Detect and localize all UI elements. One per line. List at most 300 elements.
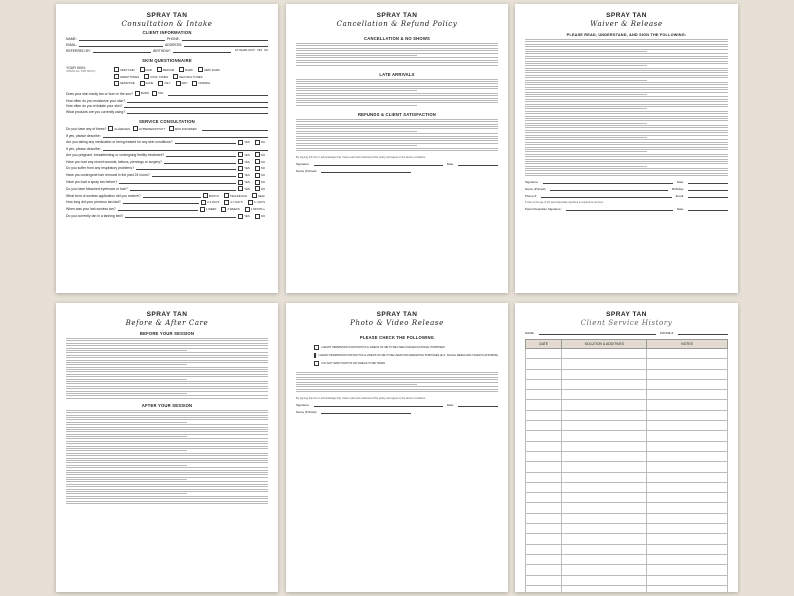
text-line: [66, 343, 268, 344]
text-line: [66, 479, 187, 480]
checkbox[interactable]: [255, 166, 260, 171]
checkbox-option[interactable]: [176, 81, 188, 86]
answer-field[interactable]: [136, 166, 236, 170]
yes-no-row: [66, 214, 268, 219]
checkbox[interactable]: [157, 67, 162, 72]
question: How often do you exfoliate your skin?: [66, 104, 123, 109]
text-line: [66, 441, 268, 442]
text-line: [66, 417, 268, 418]
name-field[interactable]: [550, 187, 668, 191]
checkbox[interactable]: [248, 200, 253, 205]
table-cell[interactable]: [562, 390, 647, 400]
checkbox-option[interactable]: [203, 193, 219, 198]
answer-field[interactable]: [127, 110, 268, 114]
checkbox-option[interactable]: [238, 140, 250, 145]
table-cell[interactable]: [562, 462, 647, 472]
checkbox-option[interactable]: [255, 159, 265, 164]
table-cell[interactable]: [562, 431, 647, 441]
question: Do you suffer from any respiratory problems?: [66, 166, 134, 171]
checkbox[interactable]: [224, 200, 229, 205]
text-field[interactable]: [93, 49, 151, 53]
text-line: [525, 99, 728, 100]
checkbox[interactable]: [238, 159, 243, 164]
permission-label: I GRANT PERMISSION FOR PHOTOS & VIDEOS OF ME TO BE USED FOR EDUCATIONAL PURPOSES: [321, 346, 445, 349]
text-line: [66, 455, 268, 456]
text-line: [66, 472, 268, 473]
text-line: [525, 46, 728, 47]
text-line: [66, 412, 268, 413]
checkbox[interactable]: [158, 81, 163, 86]
table-cell[interactable]: [562, 421, 647, 431]
table-cell[interactable]: [562, 554, 647, 564]
table-cell[interactable]: [526, 431, 562, 441]
question-row: [66, 104, 268, 108]
text-field[interactable]: [184, 43, 268, 47]
age-option-label: NO: [264, 49, 269, 53]
checkbox[interactable]: [192, 81, 197, 86]
text-line: [66, 496, 268, 497]
text-line: [296, 43, 498, 44]
checkbox-option[interactable]: [157, 67, 174, 72]
checkbox-label: NEUTRAL TONES: [179, 74, 203, 79]
text-line: [66, 391, 268, 392]
checkbox[interactable]: [238, 186, 243, 191]
table-cell[interactable]: [562, 379, 647, 389]
table-cell[interactable]: [526, 534, 562, 544]
table-cell[interactable]: [647, 462, 728, 472]
table-cell[interactable]: [526, 462, 562, 472]
table-cell[interactable]: [526, 503, 562, 513]
guardian-field[interactable]: [566, 207, 673, 211]
text-line: [66, 484, 268, 485]
checkbox-option[interactable]: [255, 173, 265, 178]
table-cell[interactable]: [647, 390, 728, 400]
table-cell[interactable]: [562, 513, 647, 523]
table-cell[interactable]: [526, 554, 562, 564]
table-cell[interactable]: [647, 575, 728, 585]
checkbox[interactable]: [314, 361, 319, 366]
date-field[interactable]: [458, 162, 498, 166]
checkbox-option[interactable]: [192, 81, 210, 86]
checkbox-option[interactable]: [255, 214, 265, 219]
checkbox[interactable]: [144, 74, 149, 79]
table-cell[interactable]: [647, 482, 728, 492]
text-line: [296, 79, 498, 80]
answer-field[interactable]: [164, 160, 236, 164]
table-cell[interactable]: [647, 400, 728, 410]
question: Have you had any recent wounds, tattoos, piercings or surgery?: [66, 159, 162, 164]
text-line: [525, 89, 728, 90]
checkbox[interactable]: [114, 74, 119, 79]
text-line: [66, 503, 268, 504]
text-line: [66, 467, 268, 468]
checkbox-option[interactable]: [179, 67, 193, 72]
table-cell[interactable]: [526, 369, 562, 379]
question: How long did your previous tan last?: [66, 200, 121, 205]
text-line: [525, 151, 647, 152]
text-line: [296, 55, 417, 56]
text-line: [66, 374, 268, 375]
table-cell[interactable]: [526, 513, 562, 523]
checkbox-label: 2 WEEKS: [227, 207, 240, 212]
question-row: [66, 147, 268, 151]
text-line: [296, 145, 417, 146]
phone-field[interactable]: [541, 194, 672, 198]
email-field[interactable]: [688, 194, 728, 198]
question: Do you have any of these?: [66, 127, 107, 132]
text-line: [296, 48, 498, 49]
text-line: [296, 128, 498, 129]
text-line: [525, 116, 728, 117]
question: Do you have bleached eyebrows or hair?: [66, 186, 128, 191]
checkbox[interactable]: [200, 207, 205, 212]
table-cell[interactable]: [526, 524, 562, 534]
checkbox-option[interactable]: [140, 67, 152, 72]
signature-field[interactable]: [314, 403, 443, 407]
table-cell[interactable]: [562, 359, 647, 369]
checkbox-option[interactable]: [114, 67, 135, 72]
answer-field[interactable]: [143, 194, 201, 198]
checkbox-option[interactable]: [173, 74, 202, 79]
checkbox-option[interactable]: [158, 81, 170, 86]
answer-field[interactable]: [152, 173, 236, 177]
table-cell[interactable]: [526, 585, 562, 592]
checkbox-option[interactable]: [224, 193, 247, 198]
checkbox[interactable]: [140, 81, 145, 86]
table-cell[interactable]: [647, 565, 728, 575]
name-label: NAME:: [525, 331, 535, 335]
question-row: [66, 140, 268, 145]
answer-field[interactable]: [130, 187, 237, 191]
checkbox-option[interactable]: [238, 159, 250, 164]
text-line: [66, 453, 268, 454]
text-field[interactable]: [182, 37, 268, 41]
answer-field[interactable]: [166, 153, 236, 157]
section-heading: SERVICE CONSULTATION: [139, 119, 195, 125]
text-line: [525, 104, 728, 105]
checkbox[interactable]: [252, 193, 257, 198]
checkbox[interactable]: [201, 200, 206, 205]
checkbox-label: YES: [244, 140, 250, 145]
checkbox[interactable]: [135, 91, 140, 96]
checkbox-option[interactable]: [198, 67, 220, 72]
text-line: [66, 345, 268, 346]
checkbox-option[interactable]: [255, 152, 265, 157]
table-cell[interactable]: [526, 544, 562, 554]
answer-field[interactable]: [175, 140, 237, 144]
table-cell[interactable]: [647, 349, 728, 359]
checkbox-label: YES: [244, 152, 250, 157]
checkbox-label: OILY: [164, 81, 171, 86]
table-cell[interactable]: [647, 410, 728, 420]
skin-sub: (CHECK ALL THAT APPLY): [66, 69, 96, 73]
checkbox[interactable]: [176, 81, 181, 86]
table-cell[interactable]: [647, 493, 728, 503]
checkbox[interactable]: [221, 207, 226, 212]
checkbox[interactable]: [238, 180, 243, 185]
table-row: [526, 441, 728, 451]
text-line: [66, 458, 268, 459]
text-line: [525, 82, 728, 83]
permission-option[interactable]: [314, 361, 498, 366]
permission-option[interactable]: [314, 353, 498, 358]
text-line: [66, 367, 268, 368]
checkbox[interactable]: [314, 345, 319, 350]
date-field[interactable]: [688, 180, 728, 184]
checkbox-option[interactable]: [169, 126, 197, 131]
table-cell[interactable]: [647, 441, 728, 451]
name-field[interactable]: [321, 169, 411, 173]
checkbox[interactable]: [179, 67, 184, 72]
checkbox-option[interactable]: [255, 166, 265, 171]
answer-field[interactable]: [125, 214, 236, 218]
checkbox[interactable]: [198, 67, 203, 72]
table-row: [526, 359, 728, 369]
text-line: [66, 446, 268, 447]
table-cell[interactable]: [647, 534, 728, 544]
text-line: [525, 53, 728, 54]
checkbox[interactable]: [152, 91, 157, 96]
table-cell[interactable]: [562, 524, 647, 534]
table-cell[interactable]: [526, 451, 562, 461]
table-cell[interactable]: [562, 565, 647, 575]
answer-field[interactable]: [103, 134, 268, 138]
text-line: [296, 150, 498, 151]
text-line: [66, 383, 268, 384]
question: Have you had a spray tan before?: [66, 180, 118, 185]
checkbox[interactable]: [108, 126, 113, 131]
checkbox-option[interactable]: [201, 200, 219, 205]
text-line: [296, 57, 498, 58]
table-cell[interactable]: [647, 513, 728, 523]
checkbox-option[interactable]: [248, 200, 265, 205]
answer-field[interactable]: [103, 147, 268, 151]
checkbox-option[interactable]: [135, 91, 149, 96]
text-line: [66, 340, 268, 341]
table-cell[interactable]: [647, 554, 728, 564]
checkbox-option[interactable]: [114, 81, 135, 86]
text-line: [525, 70, 728, 71]
table-cell[interactable]: [526, 421, 562, 431]
permission-option[interactable]: [314, 345, 498, 350]
checkbox[interactable]: [255, 180, 260, 185]
checkbox-option[interactable]: [221, 207, 239, 212]
answer-field[interactable]: [119, 180, 236, 184]
text-line: [296, 121, 498, 122]
table-cell[interactable]: [562, 575, 647, 585]
field-label: NAME:: [66, 37, 77, 41]
text-line: [66, 489, 268, 490]
text-line: [525, 113, 728, 114]
table-row: [526, 544, 728, 554]
table-cell[interactable]: [647, 472, 728, 482]
table-cell[interactable]: [526, 390, 562, 400]
table-cell[interactable]: [562, 472, 647, 482]
checkbox[interactable]: [238, 140, 243, 145]
table-cell[interactable]: [526, 482, 562, 492]
checkbox[interactable]: [255, 152, 260, 157]
checkbox-label: YES: [244, 214, 250, 219]
phone-label: Phone #:: [525, 194, 538, 199]
table-cell[interactable]: [526, 379, 562, 389]
body-text-block: [66, 338, 268, 399]
date-field[interactable]: [688, 207, 728, 211]
table-cell[interactable]: [526, 359, 562, 369]
date-label: Date:: [446, 162, 454, 167]
field-label: EMAIL:: [66, 42, 78, 47]
text-line: [525, 137, 647, 138]
checkbox[interactable]: [133, 126, 138, 131]
table-cell[interactable]: [647, 451, 728, 461]
text-line: [296, 138, 498, 139]
table-cell[interactable]: [526, 575, 562, 585]
checkbox[interactable]: [224, 193, 229, 198]
checkbox-option[interactable]: [255, 140, 265, 145]
question-row: [66, 207, 268, 212]
checkbox[interactable]: [238, 166, 243, 171]
section-heading: CLIENT INFORMATION: [142, 30, 192, 35]
text-line: [66, 357, 268, 358]
table-cell[interactable]: [647, 585, 728, 592]
guardian-note: If client is the age of 18, parent/guardian signature is required for services:: [525, 201, 604, 205]
text-field[interactable]: [173, 49, 231, 53]
table-cell[interactable]: [526, 349, 562, 359]
body-text-block: [296, 43, 498, 66]
table-cell[interactable]: [562, 451, 647, 461]
checkbox[interactable]: [245, 207, 250, 212]
text-line: [525, 49, 728, 50]
checkbox-option[interactable]: [245, 207, 265, 212]
checkbox[interactable]: [114, 67, 119, 72]
checkbox[interactable]: [173, 74, 178, 79]
checkbox[interactable]: [255, 159, 260, 164]
text-line: [66, 501, 268, 502]
checkbox-label: COOL TONES: [150, 74, 169, 79]
date-field[interactable]: [458, 403, 498, 407]
table-cell[interactable]: [562, 482, 647, 492]
birthday-field[interactable]: [688, 187, 728, 191]
table-cell[interactable]: [562, 493, 647, 503]
answer-field[interactable]: [123, 200, 199, 204]
permission-label: I DO NOT WANT PHOTOS OR VIDEOS TO BE TAKEN: [321, 362, 385, 365]
answer-field[interactable]: [124, 104, 268, 108]
checkbox[interactable]: [255, 186, 260, 191]
checkbox[interactable]: [238, 214, 243, 219]
checkbox[interactable]: [114, 81, 119, 86]
answer-field[interactable]: [118, 207, 198, 211]
table-cell[interactable]: [562, 503, 647, 513]
checkbox-option[interactable]: [133, 126, 166, 131]
text-field[interactable]: [79, 37, 165, 41]
table-cell[interactable]: [647, 359, 728, 369]
table-cell[interactable]: [647, 503, 728, 513]
checkbox-option[interactable]: [238, 214, 250, 219]
checkbox-label: YES: [244, 186, 250, 191]
table-cell[interactable]: [526, 400, 562, 410]
table-cell[interactable]: [562, 544, 647, 554]
checkbox-option[interactable]: [108, 126, 130, 131]
checkbox-option[interactable]: [152, 91, 163, 96]
checkbox-option[interactable]: [200, 207, 217, 212]
table-cell[interactable]: [562, 400, 647, 410]
table-cell[interactable]: [647, 544, 728, 554]
checkbox-option[interactable]: [224, 200, 242, 205]
checkbox-option[interactable]: [238, 173, 250, 178]
name-field[interactable]: [539, 331, 656, 335]
table-cell[interactable]: [562, 534, 647, 544]
checkbox-label: 1 MONTH+: [250, 207, 265, 212]
checkbox-option[interactable]: [238, 180, 250, 185]
signature-field[interactable]: [314, 162, 443, 166]
table-cell[interactable]: [647, 431, 728, 441]
table-cell[interactable]: [562, 369, 647, 379]
table-cell[interactable]: [526, 565, 562, 575]
checkbox[interactable]: [255, 214, 260, 219]
phone-field[interactable]: [678, 331, 728, 335]
checkbox[interactable]: [255, 173, 260, 178]
table-cell[interactable]: [526, 472, 562, 482]
text-line: [66, 429, 268, 430]
table-cell[interactable]: [647, 379, 728, 389]
text-field[interactable]: [79, 43, 163, 47]
table-cell[interactable]: [647, 421, 728, 431]
cancellation-policy-page: [286, 4, 508, 293]
section-heading: BEFORE YOUR SESSION: [139, 331, 195, 336]
checkbox[interactable]: [238, 173, 243, 178]
signature-field[interactable]: [543, 180, 673, 184]
checkbox[interactable]: [140, 67, 145, 72]
text-line: [525, 147, 728, 148]
text-line: [66, 438, 268, 439]
text-line: [66, 422, 187, 423]
table-cell[interactable]: [562, 410, 647, 420]
checkbox-option[interactable]: [238, 166, 250, 171]
checkbox-option[interactable]: [255, 186, 265, 191]
checkbox-option[interactable]: [140, 81, 154, 86]
table-cell[interactable]: [647, 524, 728, 534]
answer-field[interactable]: [127, 99, 268, 103]
text-line: [66, 443, 268, 444]
text-line: [525, 77, 728, 78]
table-row: [526, 513, 728, 523]
text-line: [525, 65, 647, 66]
table-row: [526, 431, 728, 441]
table-cell[interactable]: [562, 441, 647, 451]
table-cell[interactable]: [562, 585, 647, 592]
text-line: [525, 92, 728, 93]
checkbox-option[interactable]: [238, 152, 250, 157]
checkbox-option[interactable]: [255, 180, 265, 185]
table-cell[interactable]: [647, 369, 728, 379]
checkbox[interactable]: [314, 353, 316, 358]
table-cell[interactable]: [526, 441, 562, 451]
name-field[interactable]: [321, 410, 411, 414]
checkbox-label: 2-4 DAYS: [207, 200, 220, 205]
table-cell[interactable]: [562, 349, 647, 359]
checkbox-option[interactable]: [252, 193, 265, 198]
checkbox[interactable]: [203, 193, 208, 198]
checkbox[interactable]: [169, 126, 174, 131]
checkbox-option[interactable]: [144, 74, 168, 79]
checkbox[interactable]: [255, 140, 260, 145]
table-cell[interactable]: [526, 410, 562, 420]
table-cell[interactable]: [526, 493, 562, 503]
checkbox-option[interactable]: [114, 74, 139, 79]
checkbox[interactable]: [238, 152, 243, 157]
checkbox-option[interactable]: [238, 186, 250, 191]
text-line: [66, 450, 187, 451]
checkbox-label: HYPERSENSITIVITY: [138, 126, 166, 131]
